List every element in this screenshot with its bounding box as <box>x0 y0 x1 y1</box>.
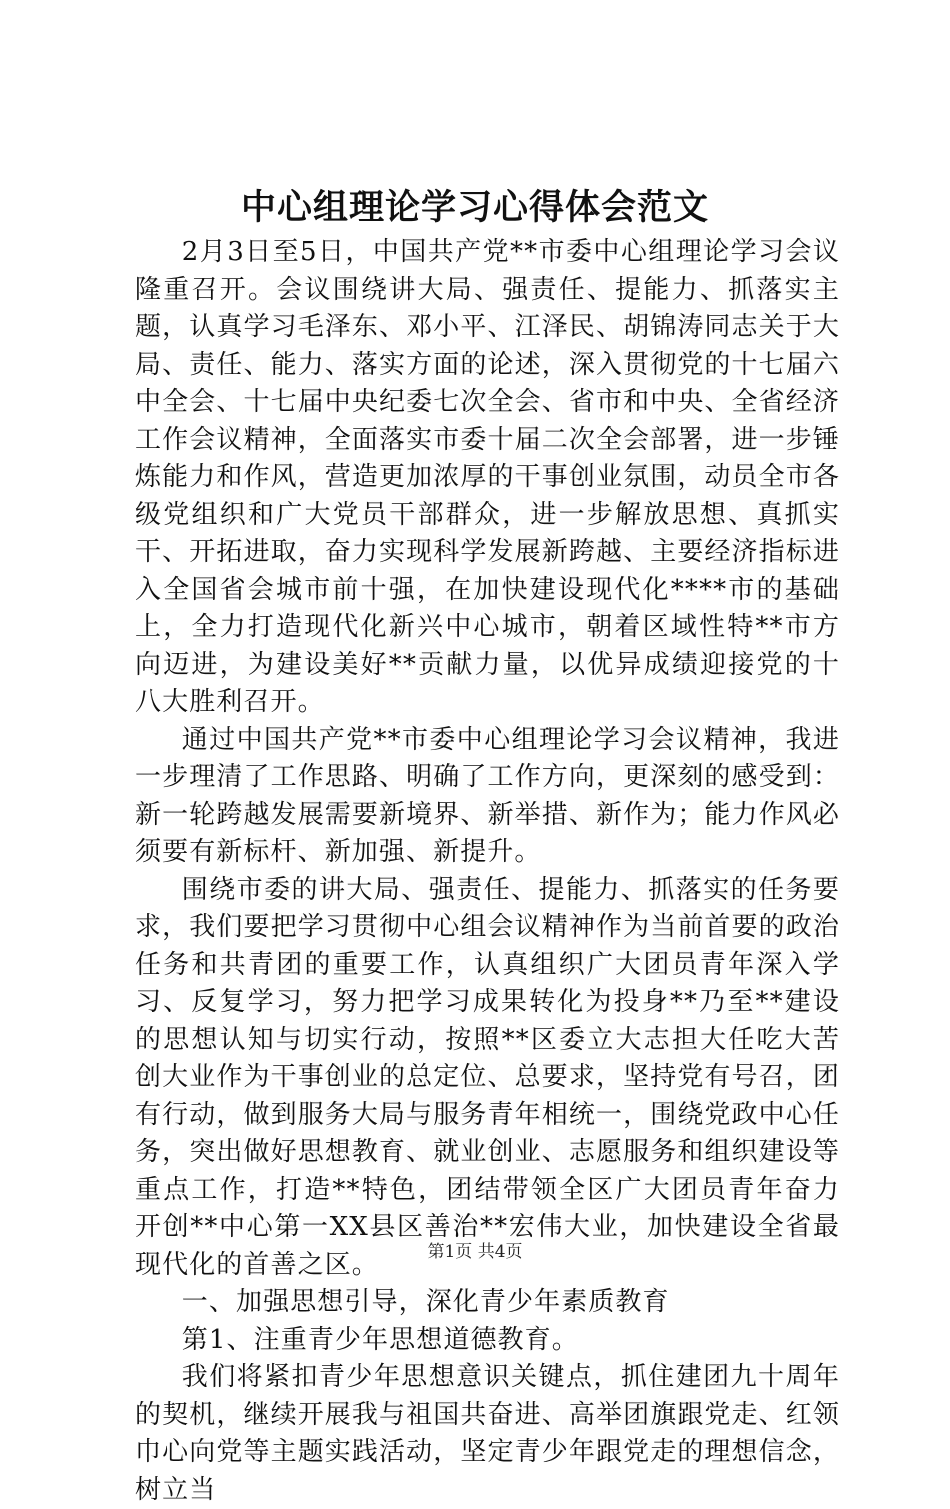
document-body <box>135 234 840 1509</box>
document-title: 中心组理论学习心得体会范文 <box>240 187 709 228</box>
paragraph: 围绕市委的讲大局、强责任、提能力、抓落实的任务要求，我们要把学习贯彻中心组会议精神作为当前首要的政治任务和共青团的重要工作，认真组织广大团员青年深入学习、反复学习，努力把学习成果转化为投身**乃至**建设的思想认知与切实行动，按照**区委立大志担大任吃大苦创大业作为干事创业的总定位、总要求，坚持党有号召，团有行动，做到服务大局与服务青年相统一，围绕党政中心任务，突出做好思想教育、就业创业、志愿服务和组织建设等重点工作，打造**特色，团结带领全区广大团员青年奋力开创**中心第一XX县区善治**宏伟大业，加快建设全省最现代化的首善之区。 <box>135 874 840 1280</box>
paragraph: 通过中国共产党**市委中心组理论学习会议精神，我进一步理清了工作思路、明确了工作方向，更深刻的感受到：新一轮跨越发展需要新境界、新举措、新作为；能力作风必须要有新标杆、新加强、新提升。 <box>135 724 840 867</box>
section-heading: 一、加强思想引导，深化青少年素质教育 <box>181 1287 670 1317</box>
page-footer: 第1页 共4页 <box>427 1242 523 1262</box>
subsection-heading: 第1、注重青少年思想道德教育。 <box>181 1324 579 1355</box>
paragraph: 我们将紧扣青少年思想意识关键点，抓住建团九十周年的契机，继续开展我与祖国共奋进、高举团旗跟党走、红领巾心向党等主题实践活动，坚定青少年跟党走的理想信念，树立当 <box>135 1362 840 1505</box>
paragraph: 2月3日至5日，中国共产党**市委中心组理论学习会议隆重召开。会议围绕讲大局、强责任、提能力、抓落实主题，认真学习毛泽东、邓小平、江泽民、胡锦涛同志关于大局、责任、能力、落实方面的论述，深入贯彻党的十七届六中全会、十七届中央纪委七次全会、省市和中央、全省经济工作会议精神，全面落实市委十届二次全会部署，进一步锤炼能力和作风，营造更加浓厚的干事创业氛围，动员全市各级党组织和广大党员干部群众，进一步解放思想、真抓实干、开拓进取，奋力实现科学发展新跨越、主要经济指标进入全国省会城市前十强，在加快建设现代化****市的基础上，全力打造现代化新兴中心城市，朝着区域性特**市方向迈进，为建设美好**贡献力量，以优异成绩迎接党的十八大胜利召开。 <box>135 237 840 717</box>
